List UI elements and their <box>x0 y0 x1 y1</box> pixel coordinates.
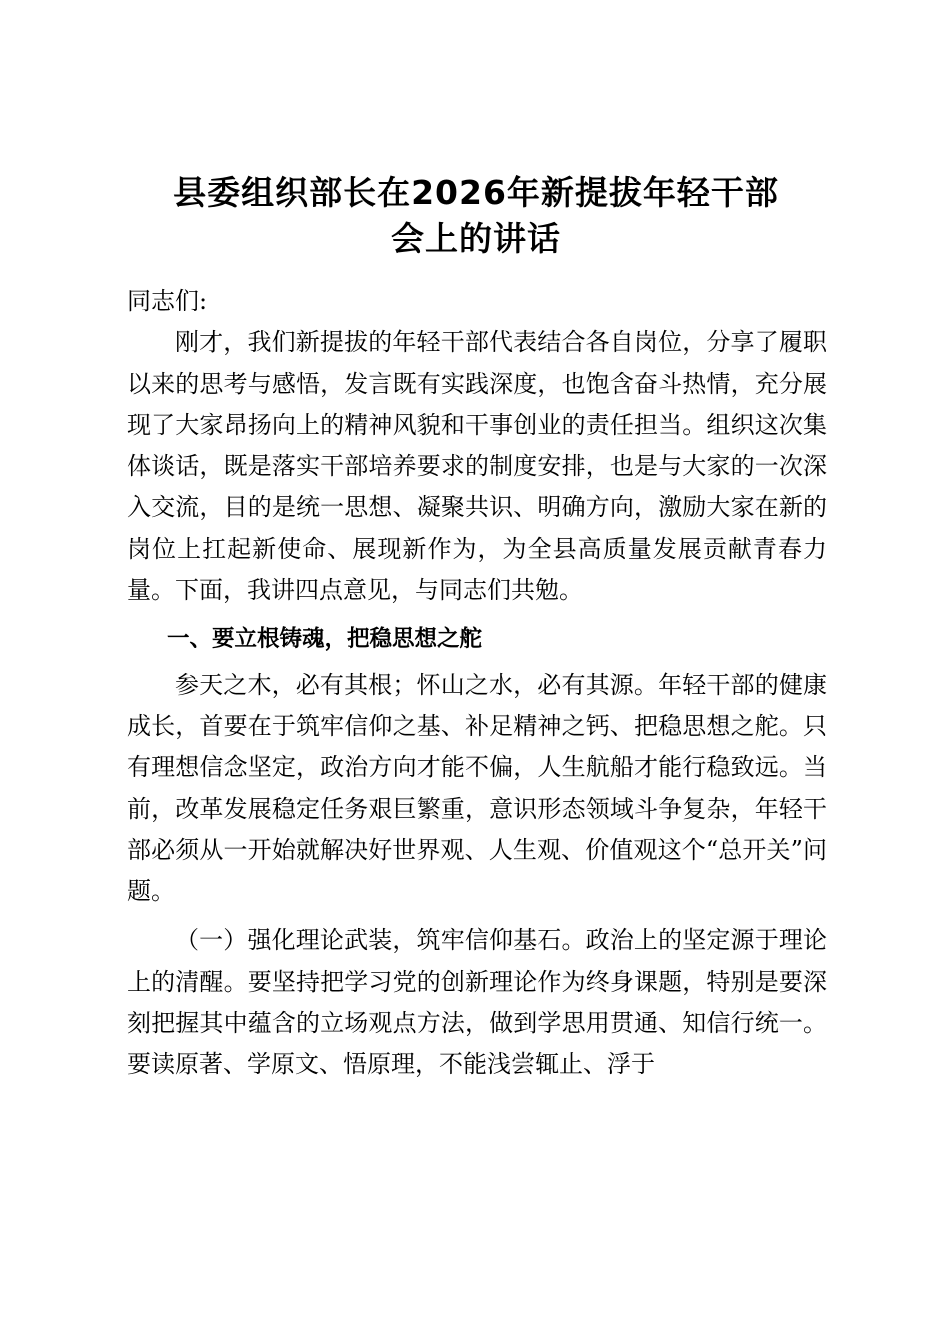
intro-paragraph: 刚才，我们新提拔的年轻干部代表结合各自岗位，分享了履职以来的思考与感悟，发言既有实践深度，也饱含奋斗热情，充分展现了大家昂扬向上的精神风貌和干事创业的责任担当。组织这次集体谈话，既是落实干部培养要求的制度安排，也是与大家的一次深入交流，目的是统一思想、凝聚共识、明确方向，激励大家在新的岗位上扛起新使命、展现新作为，为全县高质量发展贡献青春力量。下面，我讲四点意见，与同志们共勉。 <box>127 328 827 605</box>
title-line-2: 会上的讲话 <box>391 219 561 258</box>
title-line-1: 县委组织部长在2026年新提拔年轻干部 <box>173 173 779 212</box>
document-title <box>120 170 832 262</box>
subsection-1-paragraph: （一）强化理论武装，筑牢信仰基石。政治上的坚定源于理论上的清醒。要坚持把学习党的创新理论作为终身课题，特别是要深刻把握其中蕴含的立场观点方法，做到学思用贯通、知信行统一。要读原著、学原文、悟原理，不能浅尝辄止、浮于 <box>127 926 827 1079</box>
section-1-paragraph: 参天之木，必有其根；怀山之水，必有其源。年轻干部的健康成长，首要在于筑牢信仰之基、补足精神之钙、把稳思想之舵。只有理想信念坚定，政治方向才能不偏，人生航船才能行稳致远。当前，改革发展稳定任务艰巨繁重，意识形态领域斗争复杂，年轻干部必须从一开始就解决好世界观、人生观、价值观这个“总开关”问题。 <box>127 670 827 906</box>
salutation: 同志们: <box>127 287 208 315</box>
document-body <box>127 281 827 1086</box>
section-heading-1: 一、要立根铸魂，把稳思想之舵 <box>167 626 483 653</box>
